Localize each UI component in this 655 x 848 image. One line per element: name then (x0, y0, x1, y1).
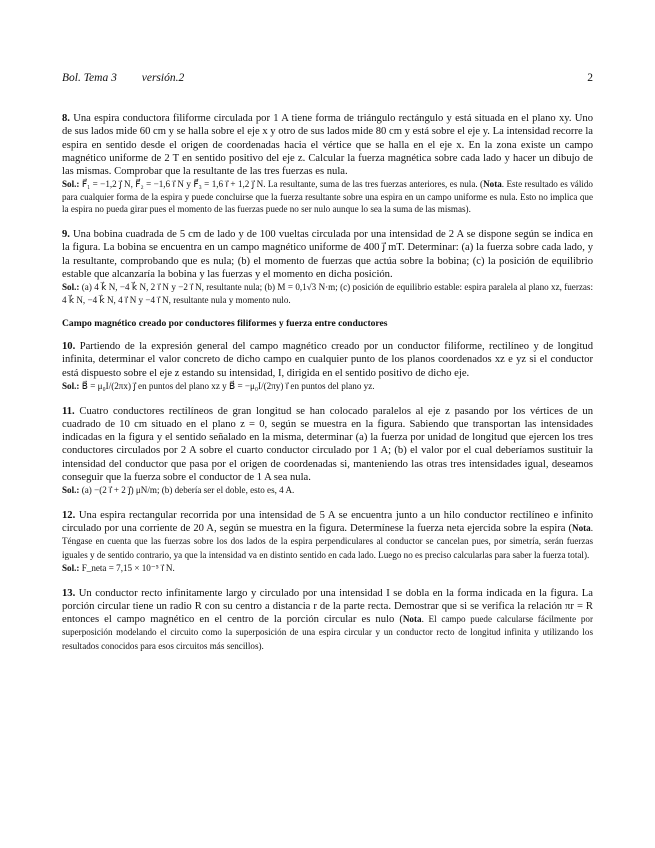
solution-label: Sol.: (62, 179, 80, 190)
problem-9 (62, 228, 593, 306)
solution (62, 380, 593, 393)
solution-text: (a) 4 k⃗ N, −4 k⃗ N, 2 i⃗ N y −2 i⃗ N, resultante nula; (b) M = 0,1√3 N·m; (c) posición de equilibrio estable: espira paralela al plano xz, fuerzas: 4 k⃗ N, −4 k⃗ N, 4 i⃗ N y −4 i⃗ N, resultante nula y momento nulo. (62, 282, 593, 305)
note-text: . Téngase en cuenta que las fuerzas sobre los dos lados de la espira perpendiculares al conductor se cancelan pues, por simetría, serán fuerzas iguales y de sentido contrario, ya que la intensidad va en distinto sentido en cada lado. Luego no es preciso calcularlas para saber la fuerza total). (62, 523, 593, 560)
solution-text: F_neta = 7,15 × 10⁻⁵ i⃗ N. (81, 563, 175, 574)
note-text: . El campo puede calcularse fácilmente por superposición modelando el circuito como la superposición de una espira circular y un conductor recto de longitud infinita y utilizando los resultados conocidos para esos circuitos más sencillos). (62, 614, 593, 651)
problem-8 (62, 112, 593, 216)
problem-number: 13. (62, 587, 76, 599)
note-label: Nota (402, 614, 422, 625)
header-left (62, 72, 184, 112)
solution (62, 281, 593, 306)
problem-text: Un conductor recto infinitamente largo y circulado por una intensidad I se dobla en la forma indicada en la figura. La porción circular tiene un radio R con su centro a distancia r de la parte recta. Demostrar que si se verifica la relación πr = R entonces el campo magnético en el centro de la porción circular es nulo ( (62, 587, 593, 626)
note-text: . Este resultado es válido para cualquier forma de la espira y puede concluirse que la fuerza resultante sobre una espira en un campo uniforme es nula. Esto no implica que la espira no pueda girar pues el momento de las fuerzas puede no ser nulo aunque lo sea la suma de las mismas). (62, 179, 593, 215)
problem-text: Una bobina cuadrada de 5 cm de lado y de 100 vueltas circulada por una intensidad de 2 A se dispone según se indica en la figura. La bobina se encuentra en un campo magnético uniforme de 400 j⃗ mT. Determinar: (a) la fuerza sobre cada lado, y la resultante, comprobando que es nula; (b) el momento de fuerzas que actúa sobre la bobina; (c) la posición de equilibrio estable que alcanzaría la bobina y las fuerzas y el momento en dicha posición. (62, 228, 593, 280)
problem-11 (62, 405, 593, 497)
solution (62, 178, 593, 216)
running-head (62, 72, 593, 112)
section-title: Campo magnético creado por conductores filiformes y fuerza entre conductores (62, 318, 388, 330)
problem-number: 10. (62, 341, 76, 353)
solution-label: Sol.: (62, 485, 80, 496)
solution-text: (a) −(2 i⃗ + 2 j⃗) μN/m; (b) debería ser el doble, esto es, 4 A. (81, 485, 295, 496)
problem-13 (62, 587, 593, 653)
problem-number: 8. (62, 113, 70, 124)
problem-number: 9. (62, 228, 70, 240)
solution-text: F⃗₁ = −1,2 j⃗ N, F⃗₂ = −1,6 i⃗ N y F⃗₃ = 1,6 i⃗ + 1,2 j⃗ N. La resultante, suma de las tres fuerzas anteriores, es nula. ( (81, 179, 484, 190)
problem-text: Una espira rectangular recorrida por una intensidad de 5 A se encuentra junto a un hilo conductor rectilíneo e infinito circulado por una corriente de 20 A, según se muestra en la figura. Determínese la fuerza neta ejercida sobre la espira ( (62, 509, 593, 535)
header-version: versión.2 (141, 72, 185, 84)
solution-label: Sol.: (62, 282, 80, 293)
problem-number: 11. (62, 405, 75, 417)
note-label: Nota (572, 523, 591, 534)
note-label: Nota (483, 179, 502, 190)
solution-label: Sol.: (62, 563, 80, 574)
solution (62, 562, 593, 575)
problem-text: Una espira conductora filiforme circulada por 1 A tiene forma de triángulo rectángulo y está situada en el plano xy. Uno de sus lados mide 60 cm y se halla sobre el eje x y otro de sus lados mide 80 cm y está sobre el eje y. La intensidad recorre la espira en sentido desde el origen de coordenadas hacia el vértice que se halla en el eje x. En la zona existe un campo magnético uniforme de 2 T en sentido positivo del eje z. Calcular la fuerza magnética sobre cada lado y hacer un dibujo de las mismas. Comprobar que la resultante de las tres fuerzas es nula. (62, 113, 593, 178)
solution-label: Sol.: (62, 381, 80, 392)
problem-number: 12. (62, 509, 76, 521)
problem-text: Partiendo de la expresión general del campo magnético creado por un conductor filiforme, rectilíneo y de longitud infinita, determinar el valor concreto de dicho campo en cualquier punto de los planos coordenados xz e yz si el conductor está dispuesto sobre el eje z estando su intensidad, I, dirigida en el sentido positivo de dicho eje. (62, 341, 593, 379)
problem-12 (62, 509, 593, 575)
solution-text: B⃗ = μ₀I/(2πx) j⃗ en puntos del plano xz y B⃗ = −μ₀I/(2πy) i⃗ en puntos del plano yz. (81, 381, 375, 392)
problem-10 (62, 340, 593, 392)
solution (62, 484, 593, 497)
problem-text: Cuatro conductores rectilíneos de gran longitud se han colocado paralelos al eje z pasando por los vértices de un cuadrado de 10 cm situado en el plano z = 0, según se muestra en la figura. Sabiendo que transportan las intensidades indicadas en la figura y el sentido señalado en la misma, determinar (a) la fuerza por unidad de longitud que ejercen los tres conductores circulados por 2 A sobre el cuarto conductor circulado por 1 A; (b) el valor por el cual deberíamos sustituir la intensidad del conductor que pasa por el origen de coordenadas si, manteniendo las otras tres intensidades igual, deseamos conseguir que la fuerza sobre el conductor de 1 A sea nula. (62, 405, 594, 484)
header-title: Bol. Tema 3 (62, 72, 117, 84)
document-page (62, 72, 593, 665)
page-number: 2 (587, 72, 593, 84)
